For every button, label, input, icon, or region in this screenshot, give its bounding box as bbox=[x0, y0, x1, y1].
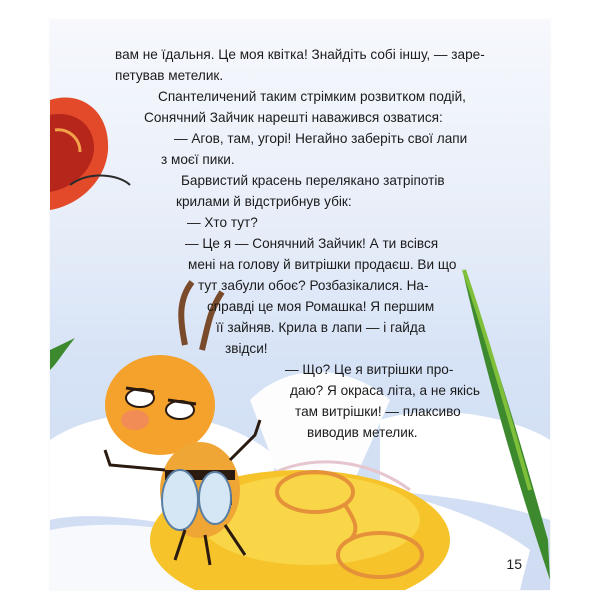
story-line: Сонячний Зайчик нарешті наважився озватися: bbox=[144, 110, 443, 125]
page-number: 15 bbox=[506, 556, 522, 572]
story-line: звідси! bbox=[225, 341, 268, 356]
story-line: мені на голову й витрішки продаєш. Ви що bbox=[188, 257, 457, 272]
story-line: крилами й відстрибнув убік: bbox=[176, 194, 352, 209]
story-line: Спантеличений таким стрімким розвитком подій, bbox=[158, 89, 466, 104]
story-line: там витрішки! — плаксиво bbox=[295, 404, 461, 419]
story-line: тут забули обоє? Розбазікалися. На- bbox=[198, 278, 429, 293]
book-page bbox=[50, 20, 550, 590]
story-line: її зайняв. Крила в лапи — і гайда bbox=[216, 320, 426, 335]
story-line: Барвистий красень перелякано затріпотів bbox=[181, 173, 445, 188]
story-line: справді це моя Ромашка! Я першим bbox=[207, 299, 435, 314]
story-line: — Агов, там, угорі! Негайно заберіть свої лапи bbox=[174, 131, 468, 146]
story-line: петував метелик. bbox=[115, 68, 224, 83]
story-line: — Хто тут? bbox=[187, 215, 258, 230]
story-line: — Це я — Сонячний Зайчик! А ти всівся bbox=[185, 236, 439, 251]
story-line: вам не їдальня. Це моя квітка! Знайдіть собі іншу, — заре- bbox=[115, 47, 485, 62]
story-line: даю? Я окраса літа, а не якісь bbox=[290, 383, 480, 398]
story-line: — Що? Це я витрішки про- bbox=[285, 362, 454, 377]
story-line: з моєї пики. bbox=[161, 152, 235, 167]
story-line: виводив метелик. bbox=[307, 425, 418, 440]
story-text bbox=[50, 20, 550, 440]
